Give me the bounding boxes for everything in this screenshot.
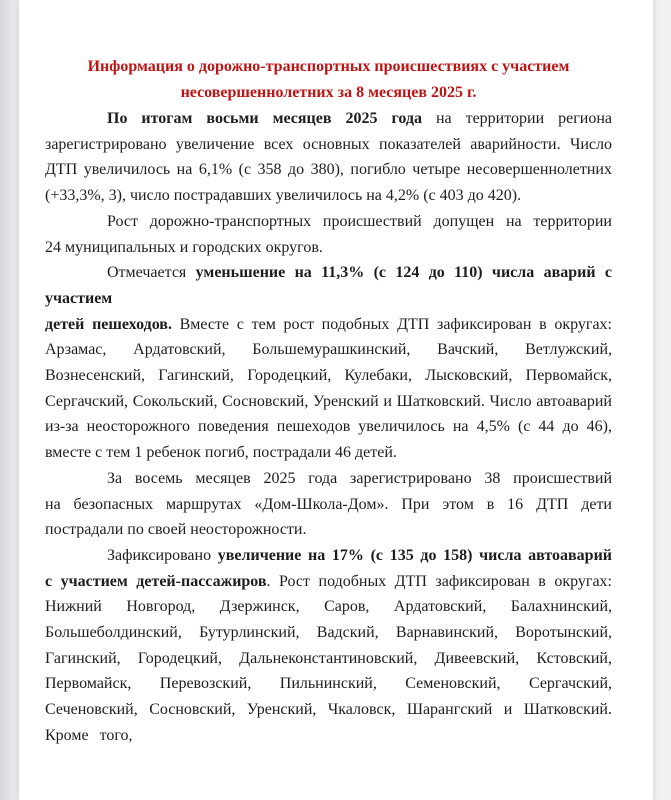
text-line	[45, 697, 612, 723]
bold-text-run: уменьшение на 11,3% (с 124 до 110) числа аварий с участием	[45, 264, 612, 307]
text-run: пострадали по своей неосторожности.	[45, 521, 307, 539]
text-line	[45, 312, 612, 338]
paragraph	[45, 543, 612, 749]
text-line	[45, 723, 612, 749]
text-line	[45, 132, 612, 158]
text-line	[45, 466, 612, 492]
bold-text-run: По итогам восьми месяцев 2025 года	[107, 110, 422, 127]
text-line	[45, 543, 612, 569]
text-run: За восемь месяцев 2025 года зарегистрировано 38 происшествий	[107, 469, 612, 487]
text-run: зарегистрировано увеличение всех основных показателей аварийности. Число	[45, 135, 612, 153]
text-run: Сеченовский, Сосновский, Уренский, Чкаловск, Шарангский и Шатковский.	[45, 701, 612, 719]
text-run: Большеболдинский, Бутурлинский, Вадский, Варнавинский, Воротынский,	[45, 624, 612, 642]
text-line	[45, 363, 612, 389]
text-line	[45, 183, 612, 209]
text-run: на территории региона	[421, 110, 612, 127]
bold-text-run: с участием детей-пассажиров	[45, 572, 267, 590]
text-line	[45, 337, 612, 363]
text-line	[45, 414, 612, 440]
text-run: Кроме того,	[45, 726, 133, 744]
text-line	[45, 492, 612, 518]
text-run: Отмечается	[107, 264, 196, 282]
text-line	[45, 389, 612, 415]
text-run: . Рост подобных ДТП зафиксирован в округах:	[266, 572, 612, 590]
bold-text-run: увеличение на 17% (с 135 до 158) числа автоаварий	[217, 546, 612, 564]
text-run: на безопасных маршрутах «Дом-Школа-Дом». При этом в 16 ДТП дети	[45, 495, 612, 513]
text-run: Нижний Новгород, Дзержинск, Саров, Ардатовский, Балахнинский,	[45, 598, 612, 616]
text-run: Вместе с тем рост подобных ДТП зафиксирован в округах:	[171, 315, 612, 333]
text-run: Рост дорожно-транспортных происшествий допущен на территории	[107, 212, 612, 230]
text-run: (+33,3%, 3), число пострадавших увеличилось на 4,2% (с 403 до 420).	[45, 187, 522, 205]
title-line: Информация о дорожно-транспортных происшествиях с участием	[87, 58, 570, 75]
text-line	[45, 157, 612, 183]
paragraph	[45, 260, 612, 466]
text-line	[45, 569, 612, 595]
text-run: Первомайск, Перевозский, Пильнинский, Семеновский, Сергачский,	[45, 675, 612, 693]
text-run: Зафиксировано	[107, 546, 218, 564]
text-line	[45, 517, 612, 543]
text-run: Гагинский, Городецкий, Дальнеконстантиновский, Дивеевский, Кстовский,	[45, 649, 612, 667]
text-run: ДТП увеличилось на 6,1% (с 358 до 380), погибло четыре несовершеннолетних	[45, 161, 612, 179]
text-line	[45, 209, 612, 235]
paragraph	[45, 466, 612, 543]
paragraph	[45, 209, 612, 260]
document-page	[19, 0, 653, 800]
text-line	[45, 235, 612, 261]
document-body	[45, 106, 612, 749]
text-line	[45, 260, 612, 311]
text-line	[45, 440, 612, 466]
text-run: вместе с тем 1 ребенок погиб, пострадали 46 детей.	[45, 444, 397, 462]
text-run: Вознесенский, Гагинский, Городецкий, Кулебаки, Лысковский, Первомайск,	[45, 367, 612, 385]
text-line	[45, 620, 612, 646]
text-run: Сергачский, Сокольский, Сосновский, Уренский и Шатковский. Число автоаварий	[45, 392, 612, 410]
text-run: из-за неосторожного поведения пешеходов увеличилось на 4,5% (с 44 до 46),	[45, 418, 612, 436]
text-line	[45, 646, 612, 672]
title-line: несовершеннолетних за 8 месяцев 2025 г.	[180, 84, 477, 101]
paragraph	[45, 106, 612, 209]
text-line	[45, 671, 612, 697]
text-line	[45, 594, 612, 620]
document-title	[45, 54, 612, 106]
text-run: 24 муниципальных и городских округов.	[45, 238, 323, 256]
bold-text-run: детей пешеходов.	[45, 315, 172, 333]
text-run: Арзамас, Ардатовский, Большемурашкинский, Вачский, Ветлужский,	[45, 341, 612, 359]
text-line	[45, 106, 612, 132]
